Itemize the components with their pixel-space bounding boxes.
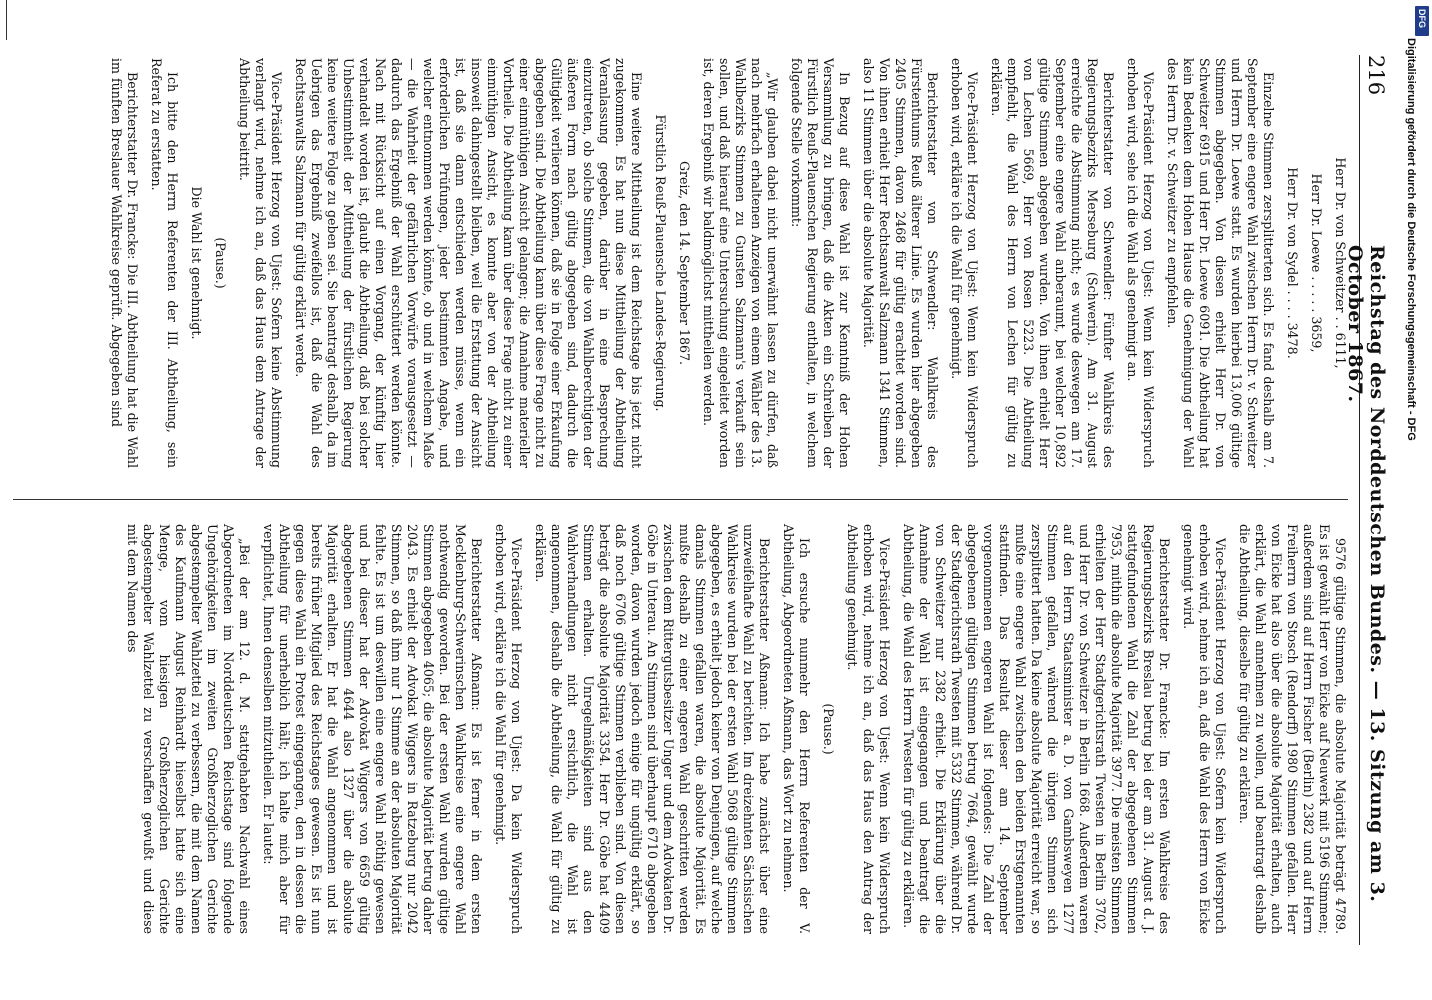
paragraph: Vice-Präsident Herzog von Ujest: Wenn kein Widerspruch erhoben wird, sehe ich die Wahl als genehmigt an. — [1125, 58, 1156, 468]
right-column — [116, 524, 1348, 934]
digitization-notice-text: Digitalisierung gefördert durch die Deutsche Forschungsgemeinschaft - DFG — [1405, 38, 1417, 441]
running-title: Reichstag des Norddeutschen Bundes. — 13. Sitzung am 3. October 1867. — [1344, 245, 1388, 903]
paragraph: Ich bitte den Herrn Referenten der III. Abtheilung, sein Referat zu erstatten. — [149, 58, 180, 468]
paragraph: (Pause.) — [213, 237, 228, 289]
paragraph: Vice-Präsident Herzog von Ujest: Wenn kein Widerspruch erhoben wird, nehme ich an, daß das Haus den Antrag der Abtheilung genehmigt. — [845, 524, 892, 934]
paragraph: Berichterstatter von Schwendler: Wahlkreis des Fürstenthums Reuß älterer Linie. Es wurden hier abgegeben 2405 Stimmen, davon 2468 für gültig erachtet worden sind. Von ihnen erhielt Herr Rechtsanwalt Salzmann 1341 Stimmen, also 11 Stimmen über die absolute Majorität. — [861, 58, 940, 468]
column-divider — [13, 499, 1348, 500]
paragraph: „Wir glauben dabei nicht unerwähnt lassen zu dürfen, daß nach mehrfach erhaltenen Anzeigen von einem Wähler des 13. Wahlbezirks Stimmen zu Gunsten Salzmann's verkauft sein sollen, und daß hierauf eine Untersuchung eingeleitet worden ist, deren Ergebniß wir baldmöglichst mittheilen werden. — [701, 58, 780, 468]
paragraph: Greiz, den 14. September 1867. — [677, 160, 692, 366]
paragraph: Vice-Präsident Herzog von Ujest: Wenn kein Widerspruch erhoben wird, erkläre ich die Wahl für genehmigt. — [949, 58, 980, 468]
paragraph: Einzelne Stimmen zersplitterten sich. Es fand deshalb am 7. September eine engere Wahl zwischen Herrn Dr. v. Schweitzer und Herrn Dr. Loewe statt. Es wurden hierbei 13,006 gültige Stimmen abgegeben. Von diesen erhielt Herr Dr. von Schweitzer 6915 und Herr Dr. Loewe 6091. Die Abtheilung hat kein Bedenken dem Hohen Hause die Genehmigung der Wahl des Herrn Dr. v. Schweitzer zu empfehlen. — [1165, 58, 1276, 468]
paragraph: Berichterstatter Aßmann: Ich habe zunächst über eine unzweifelhafte Wahl zu berichten. Im dreizehnten Sächsischen Wahlkreise wurden bei der ersten Wahl 5068 gültige Stimmen abgegeben, es erhielt jedoch keiner von Denjenigen, auf welche damals Stimmen gefallen waren, die absolute Majorität. Es mußte deshalb zu einer engeren Wahl geschritten werden zwischen dem Rittergutsbesitzer Unger und dem Advokaten Dr. Göbe in Unterau. An Stimmen sind überhaupt 6710 abgegeben worden, davon wurden jedoch einige für ungültig erklärt, so daß noch 6706 gültige Stimmen verblieben sind. Von diesen beträgt die absolute Majorität 3354. Herr Dr. Göbe hat 4409 Stimmen erhalten. Unregelmäßigkeiten sind aus den Wahlverhandlungen nicht ersichtlich, die Wahl ist angenommen, deshalb die Abtheilung, die Wahl für gültig zu erklären. — [533, 524, 772, 934]
dfg-logo-text: DFG — [1417, 9, 1427, 28]
digitization-notice — [1390, 38, 1420, 658]
page-header — [1344, 55, 1390, 945]
paragraph: Berichterstatter Dr. Francke: Die III. Abtheilung hat die Wahl im fünften Breslauer Wahlkreise geprüft. Abgegeben sind — [109, 58, 140, 468]
paragraph: Vice-Präsident Herzog von Ujest: Sofern keine Abstimmung verlangt wird, nehme ich an, daß das Haus dem Antrage der Abtheilung beitritt. — [237, 58, 284, 468]
paragraph: Fürstlich Reuß-Plauensche Landes-Regierung. — [653, 114, 668, 412]
left-column — [100, 58, 1348, 468]
paragraph: Herr Dr. von Sydel . . . . 3478. — [1285, 167, 1300, 359]
paragraph: Ich ersuche nunmehr den Herrn Referenten der V. Abtheilung, Abgeordneten Aßmann, das Wort zu nehmen. — [781, 524, 812, 934]
paragraph: Berichterstatter Dr. Francke: Im ersten Wahlkreise des Regierungsbezirks Breslau betrug bei der am 31. August d. J. stattgefundenen Wahl die Zahl der abgegebenen Stimmen 7953, mithin die absolute Majorität 3977. Die meisten Stimmen erhielten der Herr Stadtgerichtsrath Twesten in Berlin 3702, und Herr Dr. von Schweitzer in Berlin 1668. Außerdem waren auf den Herrn Staatsminister a. D. von Gambsweyen 1277 Stimmen gefallen, während die übrigen Stimmen sich zersplittert hatten. Da keine absolute Majorität erreicht war, so mußte eine engere Wahl zwischen den beiden Erstgenannten stattfinden. Das Resultat dieser am 14. September vorgenommenen engeren Wahl ist folgendes: Die Zahl der abgegebenen gültigen Stimmen betrug 7664, gewählt wurde der Stadtgerichtsrath Twesten mit 5332 Stimmen, während Dr. von Schweitzer nur 2382 erhielt. Die Erklärung über die Annahme der Wahl ist eingegangen und beantragt die Abtheilung, die Wahl des Herrn Twesten für gültig zu erklären. — [901, 524, 1172, 934]
paragraph: Vice-Präsident Herzog von Ujest: Da kein Widerspruch erhoben wird, erkläre ich die Wahl für genehmigt. — [493, 524, 524, 934]
paragraph: Vice-Präsident Herzog von Ujest: Sofern kein Widerspruch erhoben wird, nehme ich an, daß die Wahl des Herrn von Eicke genehmigt wird. — [1181, 524, 1228, 934]
paragraph: „Bei der am 12. d. M. stattgehabten Nachwahl eines Abgeordneten im Norddeutschen Reichstage sind folgende Ungehörigkeiten im zweiten Großherzoglichen Gerichte abgestempelter Wahlzettel zu verbessern, die mit dem Namen des Kaufmann August Reinhardt hieselbst hatte sich eine Menge, vom hiesigen Großherzoglichen Gerichte abgestempelter Wahlzettel zu verschaffen gewußt und diese mit dem Namen des — [125, 524, 252, 934]
paragraph: Die Wahl ist genehmigt. — [189, 186, 204, 340]
paragraph: Eine weitere Mittheilung ist dem Reichstage bis jetzt nicht zugekommen. Es hat nun diese Mittheilung der Abtheilung Veranlassung gegeben, darüber in eine Besprechung einzutreten, ob solche Stimmen, die von Wahlberechtigten der äußeren Form nach gültig abgegeben sind, dadurch die Gültigkeit verlieren können, daß sie in Folge einer Erkaufung abgegeben sind. Die Abtheilung kann über diese Frage nicht zu einer einmüthigen Ansicht gelangen; die Annahme materieller Vortheile. Die Abtheilung kann über diese Frage nicht zu einer einmüthigen Ansicht, es konnte aber von der Abtheilung insoweit dahingestellt bleiben, weil die Erstattung der Ansicht ist, daß sie dann entschieden werden müsse, wenn ein erforderlichen Prüfungen, jeder bestimmten Angabe, und welcher entnommen werden könnte, ob und in welchem Maße — die Wahrheit der gefährlichen Vorwürfe vorausgesetzt — dadurch das Ergebniß der Wahl erschüttert werden könnte. Nach mit Rücksicht auf einen Vorgang, der künftig hier verhandelt worden ist, glaubt die Abtheilung, daß bei solcher Unbestimmtheit der Mittheilung der fürstlichen Regierung keine weitere Folge zu geben sei. Sie beantragt deshalb, da im Uebrigen das Ergebniß zweifellos ist, daß die Wahl des Rechtsanwalts Salzmann für gültig erklärt werde. — [293, 58, 644, 468]
paragraph: In Bezug auf diese Wahl ist zur Kenntniß der Hohen Versammlung zu bringen, daß die Akten ein Schreiben der Fürstlich Reuß-Plauenschen Regierung enthalten, in welchem folgende Stelle vorkommt: — [789, 58, 852, 468]
page-number: 216 — [1364, 55, 1388, 96]
paragraph: 9576 gültige Stimmen, die absolute Majorität beträgt 4789. Es ist gewählt Herr von Eicke auf Neuwerk mit 5196 Stimmen; außerdem sind auf Herrn Fischer (Berlin) 2382 und auf Herrn Freiherrn von Stosch (Rendorff) 1980 Stimmen gefallen. Herr von Eicke hat also über die absolute Majorität erhalten, auch erklärt, die Wahl annehmen zu wollen, und beantragt deshalb die Abtheilung, dieselbe für gültig zu erklären. — [1237, 524, 1348, 934]
paragraph: Berichterstatter von Schwendler: Fünfter Wahlkreis des Regierungsbezirks Merseburg (Schwerin). Am 31. August erreichte die Abstimmung nicht; es wurde deswegen am 17. September eine engere Wahl anberaumt, bei welcher 10,892 gültige Stimmen abgegeben wurden. Von ihnen erhielt Herr von Lechen 5669, Herr von Rosen 5223. Die Abtheilung empfiehlt, die Wahl des Herrn von Lechen für gültig zu erklären. — [989, 58, 1116, 468]
paragraph: Berichterstatter Aßmann: Es ist ferner in dem ersten Mecklenburg-Schwerinschen Wahlkreise eine engere Wahl nothwendig geworden. Bei der ersten Wahl wurden gültige Stimmen abgegeben 4065; die absolute Majorität betrug daher 2043. Es erhielt der Advokat Wiggers in Ratzeburg nur 2042 Stimmen, so daß ihm nur 1 Stimme an der absoluten Majorität fehlte. Es ist um deswillen eine engere Wahl nöthig gewesen und bei dieser hat der Advokat Wiggers von 6659 gültig abgegebenen Stimmen 4644 also 1327 über die absolute Majorität erhalten. Er hat die Wahl angenommen und ist bereits früher Mitglied des Reichstages gewesen. Es ist nun gegen diese Wahl ein Protest eingegangen, den in dessen die Abtheilung für unerheblich hält; ich halte mich aber für verpflichtet, Ihnen denselben mitzutheilen. Er lautet: — [261, 524, 484, 934]
paragraph: (Pause.) — [821, 703, 836, 755]
paragraph: Herr Dr. von Schweitzer . . 6111, — [1333, 157, 1348, 369]
paragraph: Herr Dr. Loewe . . . . . 3659, — [1309, 173, 1324, 353]
